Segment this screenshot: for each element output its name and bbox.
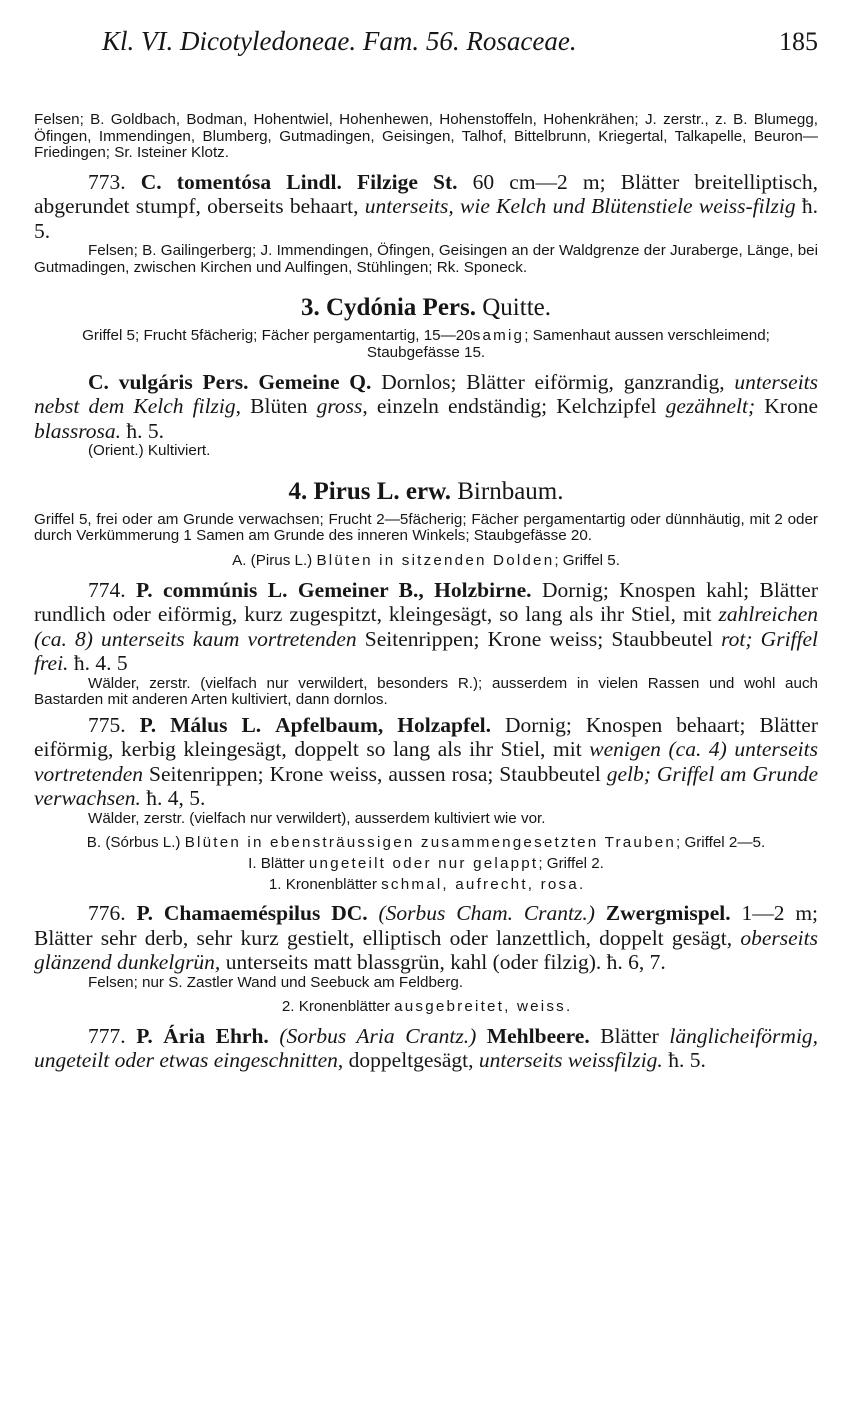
section-label: 1. Kronenblätter — [268, 875, 382, 893]
description-italic: gelb; Griffel am Grunde verwachsen. — [34, 761, 819, 811]
description: Dornig; Knospen behaart; Blätter eiförmig, kerbig kleingesägt, doppelt so lang als ihr Stiel, mit — [34, 712, 818, 762]
common-name: Filzige St. — [357, 169, 458, 194]
section-end: ; Griffel 2. — [538, 854, 604, 872]
description-italic: gross — [316, 394, 363, 419]
genus-description-pirus: Griffel 5, frei oder am Grunde verwachsen; Frucht 2—5fächerig; Fächer pergamentartig oder dünnhäutig, mit 2 oder durch Verkümmerung 1 Samen am Grunde des inneren Winkels; Staubgefässe 20. — [34, 510, 818, 545]
section-end: . — [578, 875, 584, 893]
section-label: A. (Pirus L.) — [232, 551, 317, 569]
running-header — [34, 26, 818, 64]
synonym: (Sorbus Aria Crantz.) — [279, 1023, 477, 1048]
species-776 — [34, 901, 818, 975]
description: Seitenrippen; Krone weiss, aussen rosa; Staubbeutel — [143, 761, 607, 786]
genus-desc-spaced: samig — [472, 327, 525, 345]
species-number: 776. — [88, 901, 126, 926]
description-italic: blassrosa. — [34, 418, 122, 443]
description: 60 cm—2 m; Blätter breitelliptisch, abgerundet stumpf, oberseits behaart, — [34, 169, 818, 219]
locality-cydonia-vulgaris: (Orient.) Kultiviert. — [88, 442, 211, 460]
section-heading-2 — [34, 999, 818, 1016]
description: Krone — [755, 394, 818, 419]
header-title: Kl. VI. Dicotyledoneae. Fam. 56. Rosaceae. — [102, 26, 577, 56]
description: Blätter — [589, 1023, 670, 1048]
species-cydonia-vulgaris — [34, 370, 818, 444]
section-heading-i — [34, 856, 818, 873]
description-end: ħ. 5. — [121, 418, 165, 443]
section-heading-a — [34, 553, 818, 570]
description: , doppeltgesägt, — [337, 1048, 479, 1073]
description: , einzeln endständig; Kelchzipfel — [362, 394, 666, 419]
locality-774: Wälder, zerstr. (vielfach nur verwildert, besonders R.); ausserdem in vielen Rassen und wohl auch Bastarden mit anderen Arten kultiviert, dann dornlos. — [34, 674, 818, 709]
section-spaced-text: ausgebreitet, weiss — [394, 998, 566, 1016]
genus-name: 4. Pirus L. erw. — [288, 477, 451, 505]
genus-heading-pirus — [34, 478, 818, 506]
section-end: . — [565, 998, 571, 1016]
page — [34, 26, 818, 1073]
description-end: ħ. 5. — [34, 194, 819, 243]
section-label: 2. Kronenblätter — [281, 998, 395, 1016]
description-italic: wenigen (ca. 4) unterseits vortretenden — [34, 737, 818, 786]
section-spaced-text: Blüten in ebensträussigen zusammengesetzten Trauben — [184, 834, 676, 852]
common-name: Zwergmispel. — [605, 901, 731, 926]
section-spaced-text: Blüten in sitzenden Dolden — [316, 551, 555, 569]
description: , Blüten — [235, 394, 317, 419]
species-name: P. Chamaeméspilus DC. — [136, 901, 368, 926]
genus-heading-cydonia — [34, 294, 818, 322]
common-name: Mehlbeere. — [486, 1023, 590, 1048]
species-number: 773. — [88, 169, 126, 194]
description-italic: unterseits nebst dem Kelch filzig — [34, 369, 819, 419]
species-number: 775. — [88, 712, 126, 737]
locality-775: Wälder, zerstr. (vielfach nur verwildert), ausserdem kultiviert wie vor. — [88, 809, 546, 827]
species-774 — [34, 578, 818, 676]
genus-common-name: Quitte. — [482, 294, 551, 322]
section-spaced-text: schmal, aufrecht, rosa — [381, 875, 579, 893]
section-heading-1 — [34, 877, 818, 894]
section-end: ; Griffel 5. — [554, 551, 620, 569]
common-name: Gemeine Q. — [258, 369, 372, 394]
section-label: B. (Sórbus L.) — [86, 834, 185, 852]
species-name: C. tomentósa Lindl. — [140, 169, 342, 194]
section-label: I. Blätter — [248, 854, 309, 872]
description-italic: gezähnelt; — [665, 394, 756, 419]
genus-desc-end: ; Samenhaut aussen verschleimend; Staubgefässe 15. — [366, 327, 770, 362]
description-end: ħ. 4. 5 — [68, 651, 128, 676]
description: 1—2 m; Blätter sehr derb, sehr kurz gestielt, elliptisch oder lanzettlich, doppelt gesägt, — [34, 901, 819, 950]
synonym: (Sorbus Cham. Crantz.) — [378, 901, 595, 926]
genus-description-cydonia — [34, 328, 818, 361]
species-777 — [34, 1024, 818, 1073]
page-number: 185 — [779, 27, 818, 56]
description-end: unterseits matt blassgrün, kahl (oder filzig). ħ. 6, 7. — [220, 950, 666, 975]
species-775 — [34, 713, 818, 811]
description: Dornlos; Blätter eiförmig, ganzrandig, — [371, 369, 735, 394]
description-end: ħ. 5. — [662, 1048, 706, 1073]
description-italic: zahlreichen (ca. 8) unterseits kaum vortretenden — [34, 602, 818, 651]
species-name: C. vulgáris Pers. — [88, 369, 249, 394]
description-italic: oberseits glänzend dunkelgrün, — [34, 925, 818, 975]
description-italic: länglicheiförmig, ungeteilt oder etwas eingeschnitten — [34, 1023, 819, 1073]
species-773 — [34, 170, 818, 244]
species-name: P. Málus L. — [139, 712, 262, 737]
description-italic: rot; Griffel frei. — [34, 626, 819, 676]
genus-desc-part: Griffel 5; Frucht 5fächerig; Fächer pergamentartig, 15—20 — [82, 327, 473, 345]
common-name: Apfelbaum, Holzapfel. — [275, 712, 491, 737]
common-name: Gemeiner B., Holzbirne. — [297, 577, 532, 602]
section-heading-b — [34, 835, 818, 852]
section-end: ; Griffel 2—5. — [676, 834, 766, 852]
description: Seitenrippen; Krone weiss; Staubbeutel — [356, 626, 722, 651]
genus-name: 3. Cydónia Pers. — [301, 294, 476, 322]
description-italic: unterseits, wie Kelch und Blütenstiele weiss-filzig — [364, 194, 796, 219]
section-spaced-text: ungeteilt oder nur gelappt — [308, 854, 539, 872]
locality-776: Felsen; nur S. Zastler Wand und Seebuck am Feldberg. — [88, 973, 464, 991]
description-italic: unterseits weissfilzig. — [478, 1048, 663, 1073]
species-number: 777. — [88, 1023, 126, 1048]
locality-773: Felsen; B. Gailingerberg; J. Immendingen, Öfingen, Geisingen an der Waldgrenze der Juraberge, Länge, bei Gutmadingen, zwischen Kirchen und Aulfingen, Stühlingen; Rk. Sponeck. — [34, 242, 818, 276]
description-end: ħ. 4, 5. — [140, 786, 206, 811]
species-name: P. Ária Ehrh. — [136, 1023, 269, 1048]
species-number: 774. — [88, 577, 126, 602]
locality-paragraph-772: Felsen; B. Goldbach, Bodman, Hohentwiel, Hohenhewen, Hohenstoffeln, Hohenkrähen; J. zerstr., z. B. Blumegg, Öfingen, Immendingen, Blumberg, Gutmadingen, Geisingen, Talhof, Bittelbrunn, Kriegertal, Talkapelle, Beuron—Friedingen; Sr. Isteiner Klotz. — [34, 111, 818, 162]
species-name: P. commúnis L. — [136, 577, 288, 602]
genus-common-name: Birnbaum. — [457, 477, 564, 505]
description: Dornig; Knospen kahl; Blätter rundlich oder eiförmig, kurz zugespitzt, kleingesägt, so lang als ihr Stiel, mit — [34, 577, 819, 627]
